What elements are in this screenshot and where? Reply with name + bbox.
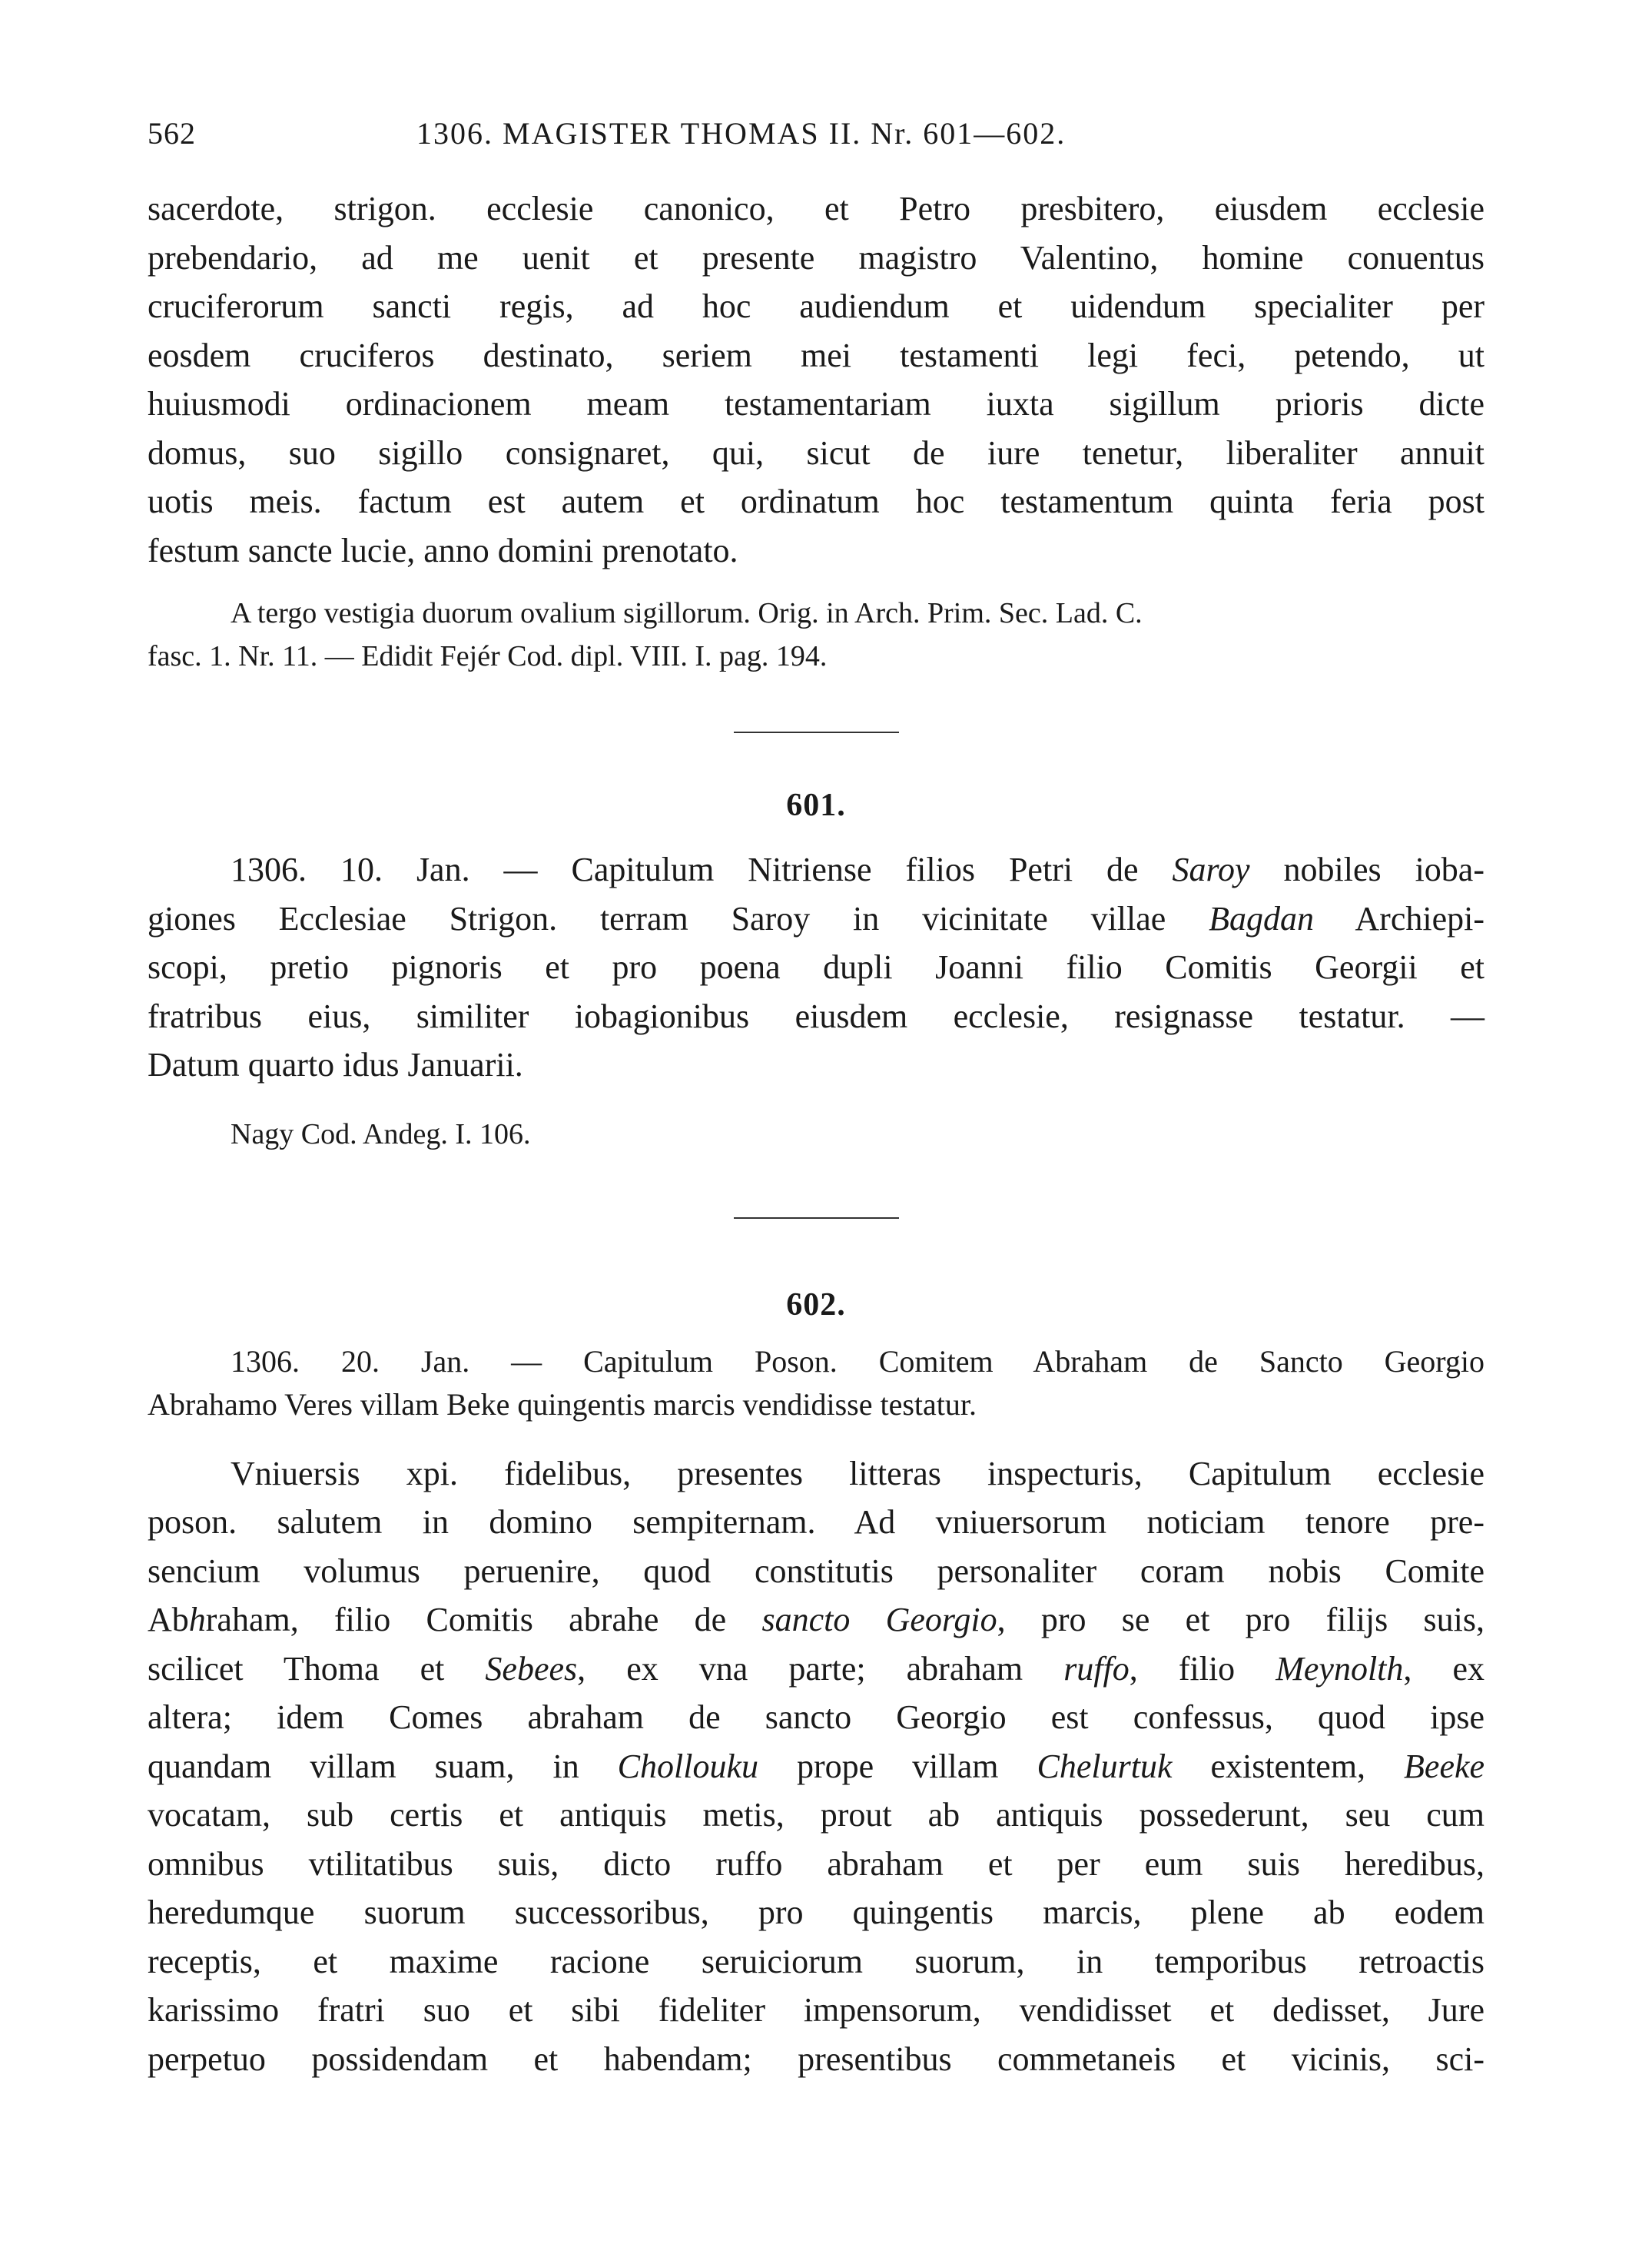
text-line xyxy=(148,1645,1484,1694)
text-line: cruciferorum sancti regis, ad hoc audiendum et uidendum specialiter per xyxy=(148,287,1484,325)
text-line xyxy=(148,1742,1484,1791)
place-name: Chollouku xyxy=(617,1747,758,1785)
document-number-602: 602. xyxy=(786,1286,846,1323)
text-line: uotis meis. factum est autem et ordinatum hoc testamentum quinta feria post xyxy=(148,483,1484,520)
text-line: sencium volumus peruenire, quod constitutis personaliter coram nobis Comite xyxy=(148,1552,1484,1590)
regest-line: scopi, pretio pignoris et pro poena dupli Joanni filio Comitis Georgii et xyxy=(148,948,1484,986)
regest-line: Datum quarto idus Januarii. xyxy=(148,1046,523,1084)
text-run: , ex vna parte; abraham xyxy=(577,1649,1064,1688)
regest-text: nobiles ioba- xyxy=(1249,851,1484,888)
regest-line: Abrahamo Veres villam Beke quingentis marcis vendidisse testatur. xyxy=(148,1386,977,1422)
person-name: Sebees xyxy=(485,1649,578,1688)
place-name: Saroy xyxy=(1172,851,1250,888)
text-line: perpetuo possidendam et habendam; presentibus commetaneis et vicinis, sci- xyxy=(148,2040,1484,2078)
text-line: heredumque suorum successoribus, pro quingentis marcis, plene ab eodem xyxy=(148,1894,1484,1931)
regest-text: giones Ecclesiae Strigon. terram Saroy in vicinitate villae xyxy=(148,899,1209,938)
regest-line: 1306. 20. Jan. — Capitulum Poson. Comitem Abraham de Sancto Georgio xyxy=(231,1343,1484,1379)
document-number-601: 601. xyxy=(786,788,846,823)
text-line xyxy=(148,1595,1484,1645)
text-line: receptis, et maxime racione seruiciorum suorum, in temporibus retroactis xyxy=(148,1942,1484,1980)
place-name: Bagdan xyxy=(1209,899,1315,938)
charter-text xyxy=(148,1449,1484,2084)
text-run: scilicet Thoma et xyxy=(148,1649,486,1688)
regest-text: Archiepi- xyxy=(1314,899,1484,938)
text-line: huiusmodi ordinacionem meam testamentariam iuxta sigillum prioris dicte xyxy=(148,385,1484,423)
text-run: , filio xyxy=(1129,1649,1276,1688)
archival-note xyxy=(148,592,1484,678)
regest-line: fratribus eius, similiter iobagionibus eiusdem ecclesie, resignasse testatur. — xyxy=(148,997,1484,1035)
text-run: Ab xyxy=(148,1601,189,1638)
text-line: karissimo fratri suo et sibi fideliter impensorum, vendidisset et dedisset, Jure xyxy=(148,1991,1484,2029)
document-page xyxy=(148,115,1484,2083)
text-run: existentem, xyxy=(1172,1747,1405,1785)
text-line: poson. salutem in domino sempiternam. Ad vniuersorum noticiam tenore pre- xyxy=(148,1503,1484,1541)
text-line: eosdem cruciferos destinato, seriem mei testamenti legi feci, petendo, ut xyxy=(148,336,1484,374)
continuation-paragraph xyxy=(148,184,1484,575)
text-line: sacerdote, strigon. ecclesie canonico, et Petro presbitero, eiusdem ecclesie xyxy=(148,190,1484,227)
text-run: h xyxy=(188,1601,206,1638)
text-run: raham, filio Comitis abrahe de xyxy=(205,1601,762,1638)
text-run: , ex xyxy=(1403,1649,1485,1688)
text-line: prebendario, ad me uenit et presente magistro Valentino, homine conuentus xyxy=(148,238,1484,277)
place-name: sancto Georgio xyxy=(761,1601,997,1638)
regest-602 xyxy=(148,1340,1484,1426)
text-line: altera; idem Comes abraham de sancto Georgio est confessus, quod ipse xyxy=(148,1698,1484,1736)
text-line: Vniuersis xpi. fidelibus, presentes litteras inspecturis, Capitulum ecclesie xyxy=(231,1454,1484,1492)
source-note xyxy=(148,1113,1484,1156)
text-line: omnibus vtilitatibus suis, dicto ruffo abraham et per eum suis heredibus, xyxy=(148,1844,1484,1883)
page-number: 562 xyxy=(148,116,196,151)
note-line: fasc. 1. Nr. 11. — Edidit Fejér Cod. dipl. VIII. I. pag. 194. xyxy=(148,640,828,672)
running-header xyxy=(148,115,1484,161)
regest-601 xyxy=(148,845,1484,1090)
note-line: A tergo vestigia duorum ovalium sigillorum. Orig. in Arch. Prim. Sec. Lad. C. xyxy=(231,597,1143,629)
note-line: Nagy Cod. Andeg. I. 106. xyxy=(231,1117,531,1150)
regest-line xyxy=(148,845,1484,895)
regest-line xyxy=(148,895,1484,944)
text-run: , pro se et pro filijs suis, xyxy=(997,1601,1484,1638)
text-run: quandam villam suam, in xyxy=(148,1747,618,1785)
text-run: prope villam xyxy=(758,1747,1037,1785)
running-title: 1306. MAGISTER THOMAS II. Nr. 601—602. xyxy=(416,116,1067,151)
regest-text: 1306. 10. Jan. — Capitulum Nitriense filios Petri de xyxy=(231,851,1173,888)
text-line: festum sancte lucie, anno domini prenotato. xyxy=(148,531,738,569)
text-line: domus, suo sigillo consignaret, qui, sicut de iure tenetur, liberaliter annuit xyxy=(148,433,1484,472)
place-name: Chelurtuk xyxy=(1037,1747,1173,1785)
person-name: ruffo xyxy=(1063,1649,1130,1688)
text-line: vocatam, sub certis et antiquis metis, prout ab antiquis possederunt, seu cum xyxy=(148,1796,1484,1834)
person-name: Meynolth xyxy=(1275,1649,1404,1688)
place-name: Beeke xyxy=(1404,1747,1485,1785)
